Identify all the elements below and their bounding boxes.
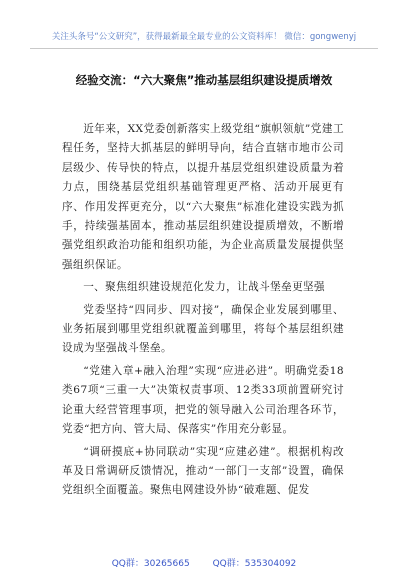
paragraph-intro: 近年来，XX党委创新落实上级党组“旗帜领航”党建工程任务，坚持大抓基层的鲜明导向，结合直辖市地市公司层级少、传导快的特点，以提升基层党组织建设质量为着力点，围绕基层党组织基础管理更严格、活动开展更有序、作用发挥更充分，以“六大聚焦”标准化建设实践为抓手，持续强基固本，推动基层组织建设提质增效，不断增强党组织政治功能和组织功能，为企业高质量发展提供坚强组织保证。	[62, 123, 344, 271]
footer-qq-group-1: QQ群：30265665	[111, 559, 190, 569]
document-body	[62, 120, 344, 504]
document-title: 经验交流：“六大聚焦”推动基层组织建设提质增效	[75, 73, 333, 87]
header-divider	[30, 48, 378, 49]
paragraph-2: “党建入章+融入治理”实现“应进必进”。明确党委18类67项“三重一大”决策权责事项、12类33项前置研究讨论重大经营管理事项，把党的领导融入公司治理各环节，党委“把方向、管大局、保落实”作用充分彰显。	[62, 364, 344, 436]
header-promo-text: 关注头条号“公文研究”，获得最新最全最专业的公文资料库！ 微信：gongwenyj	[51, 32, 357, 42]
page-header	[0, 0, 408, 56]
footer-qq-group-2: QQ群：535304092	[212, 559, 297, 569]
section-heading-1: 一、聚焦组织建设规范化发力，让战斗堡垒更坚强	[83, 281, 326, 294]
page-footer	[0, 556, 408, 569]
paragraph-1: 党委坚持“四同步、四对接”，确保企业发展到哪里、业务拓展到哪里党组织就覆盖到哪里，将每个基层组织建设成为坚强战斗堡垒。	[62, 303, 344, 355]
paragraph-3: “调研摸底+协同联动”实现“应建必建”。根据机构改革及日常调研反馈情况，推动“一部门一支部”设置，确保党组织全面覆盖。聚焦电网建设外协“破难题、促发	[62, 445, 344, 497]
